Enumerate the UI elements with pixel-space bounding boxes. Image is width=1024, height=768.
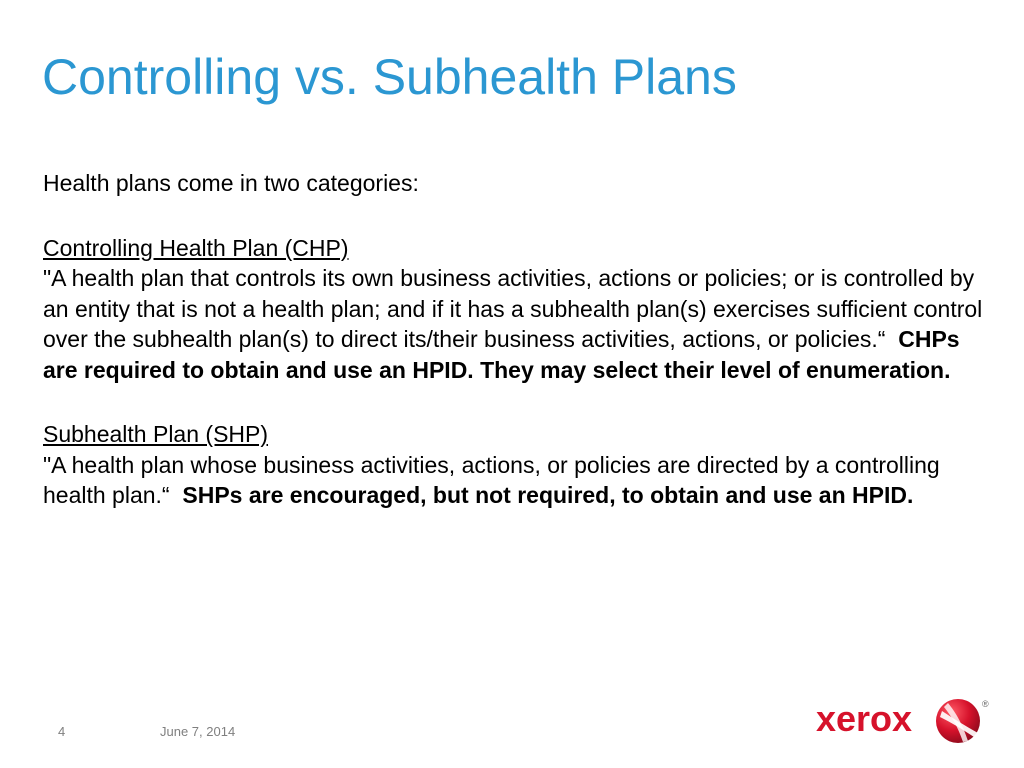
xerox-sphere-icon [934, 697, 982, 745]
chp-heading: Controlling Health Plan (CHP) [43, 234, 349, 261]
slide-title: Controlling vs. Subhealth Plans [42, 49, 737, 105]
registered-mark: ® [982, 699, 989, 709]
shp-heading: Subhealth Plan (SHP) [43, 421, 269, 447]
shp-requirement: SHPs are encouraged, but not required, to obtain and use an HPID. [182, 482, 914, 508]
xerox-logo [816, 697, 996, 752]
logo-wordmark: xerox [816, 698, 913, 739]
slide-body [43, 168, 993, 545]
shp-section [43, 419, 993, 511]
intro-text: Health plans come in two categories: [43, 170, 419, 196]
chp-definition [43, 263, 993, 385]
page-number: 4 [58, 724, 66, 739]
shp-definition [43, 450, 993, 511]
chp-requirement: CHPs are required to obtain and use an HPID. They may select their level of enumeration. [43, 326, 960, 383]
chp-section [43, 233, 993, 386]
chp-definition-quote: "A health plan that controls its own business activities, actions or policies; or is controlled by an entity that is not a health plan; and if it has a subhealth plan(s) exercises sufficient control over the subhealth plan(s) to direct its/their business activities, actions, or policies.“ [43, 265, 983, 352]
footer-date: June 7, 2014 [160, 724, 236, 739]
shp-definition-quote: "A health plan whose business activities, actions, or policies are directed by a controlling health plan.“ [43, 451, 940, 508]
